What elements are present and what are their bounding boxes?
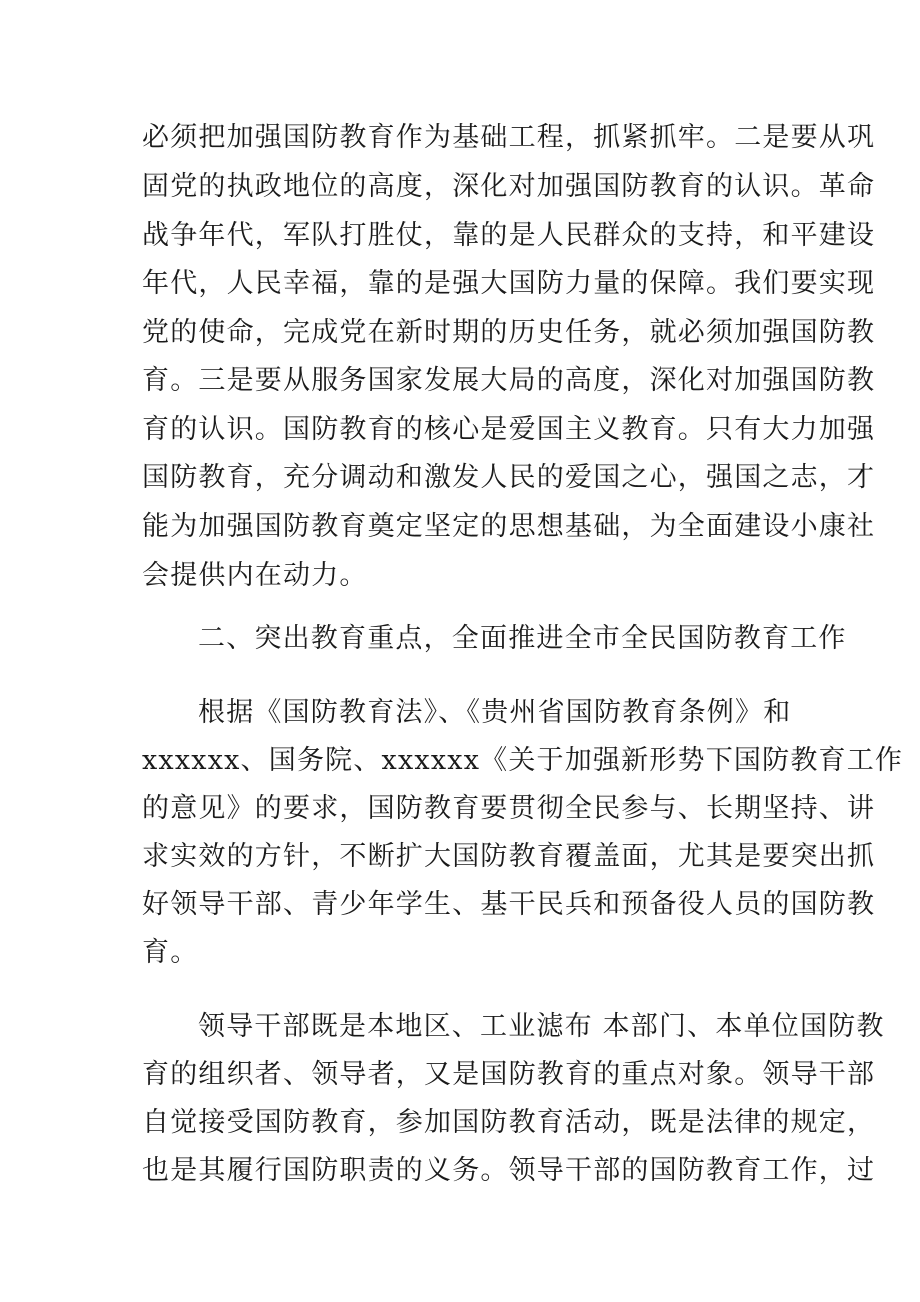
text-line: 能为加强国防教育奠定坚定的思想基础，为全面建设小康社 [142, 511, 876, 542]
text-line: 育的组织者、领导者，又是国防教育的重点对象。领导干部 [142, 1059, 876, 1090]
text-line: 领导干部既是本地区、工业滤布 本部门、本单位国防教 [198, 1011, 885, 1042]
text-line: 也是其履行国防职责的义务。领导干部的国防教育工作，过 [142, 1155, 876, 1186]
text-line: 会提供内在动力。 [142, 560, 368, 591]
text-line: 必须把加强国防教育作为基础工程，抓紧抓牢。二是要从巩 [142, 122, 876, 153]
text-line: 育。三是要从服务国家发展大局的高度，深化对加强国防教 [142, 365, 876, 396]
text-line: 好领导干部、青少年学生、基干民兵和预备役人员的国防教 [142, 889, 876, 920]
text-line: xxxxxx、国务院、xxxxxx《关于加强新形势下国防教育工作 [142, 745, 904, 776]
section-heading: 二、突出教育重点，全面推进全市全民国防教育工作 [198, 623, 847, 654]
text-line: 根据《国防教育法》、《贵州省国防教育条例》和 [198, 697, 792, 728]
text-line: 求实效的方针，不断扩大国防教育覆盖面，尤其是要突出抓 [142, 841, 876, 872]
text-line: 党的使命，完成党在新时期的历史任务，就必须加强国防教 [142, 317, 876, 348]
text-line: 育的认识。国防教育的核心是爱国主义教育。只有大力加强 [142, 414, 876, 445]
text-line: 固党的执政地位的高度，深化对加强国防教育的认识。革命 [142, 171, 876, 202]
text-line: 年代，人民幸福，靠的是强大国防力量的保障。我们要实现 [142, 268, 876, 299]
text-line: 的意见》的要求，国防教育要贯彻全民参与、长期坚持、讲 [142, 793, 876, 824]
text-line: 自觉接受国防教育，参加国防教育活动，既是法律的规定， [142, 1107, 876, 1138]
text-line: 育。 [142, 937, 199, 968]
text-line: 战争年代，军队打胜仗，靠的是人民群众的支持，和平建设 [142, 220, 876, 251]
text-line: 国防教育，充分调动和激发人民的爱国之心，强国之志，才 [142, 462, 876, 493]
